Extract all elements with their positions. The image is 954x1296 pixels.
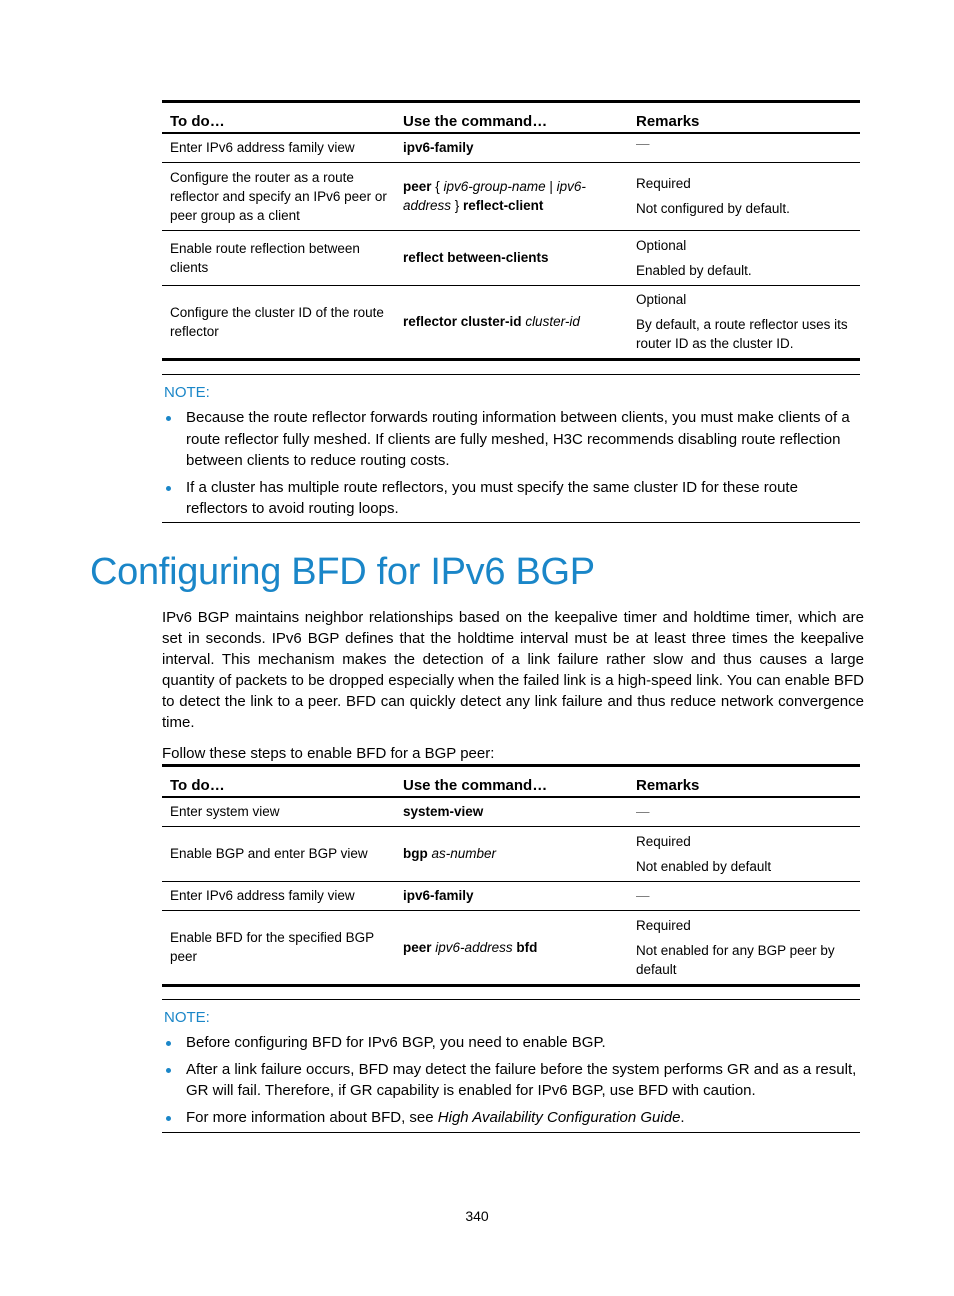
command-cell <box>395 881 628 910</box>
note-item <box>162 1032 860 1054</box>
bullet-icon <box>166 416 171 421</box>
remark-text: Not enabled by default <box>636 858 772 874</box>
command-text: | <box>545 179 557 194</box>
bfd-table <box>162 764 860 987</box>
table-header-row <box>162 766 860 798</box>
note-item: Because the route reflector forwards routing information between clients, you must make clients of a route reflector fully meshed. If clients are fully meshed, H3C recommends disabling route reflection between clients to reduce routing costs. <box>162 407 860 472</box>
remarks-cell <box>628 285 860 359</box>
table-row <box>162 133 860 162</box>
remark-text: Optional <box>636 292 687 307</box>
command-keyword: ipv6-family <box>403 888 474 903</box>
table-row <box>162 881 860 910</box>
guide-reference: High Availability Configuration Guide <box>437 1108 681 1126</box>
header-todo: To do… <box>170 113 225 130</box>
command-keyword: system-view <box>403 804 484 820</box>
note-item <box>162 1059 860 1102</box>
remark-text: Not configured by default. <box>636 201 790 216</box>
command-cell <box>395 910 628 985</box>
bullet-icon <box>166 486 171 491</box>
remark-text: Required <box>636 176 691 191</box>
note-text: . <box>680 1108 685 1126</box>
table-row <box>162 285 860 359</box>
remark-text: — <box>636 888 650 903</box>
table-row <box>162 826 860 881</box>
remarks-cell <box>628 162 860 230</box>
note-box-route-reflector <box>162 374 860 523</box>
command-keyword: bgp <box>403 846 428 861</box>
command-keyword: reflect between-clients <box>403 250 549 265</box>
todo-cell: Enter system view <box>170 804 280 820</box>
command-cell <box>395 162 628 230</box>
bullet-icon <box>166 1041 171 1046</box>
table-header-row <box>162 102 860 134</box>
command-argument: cluster-id <box>525 314 580 329</box>
note-box-bfd <box>162 999 860 1133</box>
remark-text: — <box>636 804 650 820</box>
todo-cell: Enter IPv6 address family view <box>170 888 355 903</box>
remarks-cell <box>628 910 860 985</box>
command-cell <box>395 230 628 285</box>
note-title: NOTE: <box>164 384 210 401</box>
command-keyword: peer <box>403 939 432 955</box>
remarks-cell <box>628 230 860 285</box>
command-cell <box>395 133 628 162</box>
remark-text: Optional <box>636 237 687 253</box>
note-text: For more information about BFD, see <box>186 1108 438 1126</box>
command-keyword: ipv6-family <box>403 140 474 156</box>
todo-cell: Configure the router as a route reflector and specify an IPv6 peer or peer group as a client <box>170 169 387 223</box>
todo-cell: Configure the cluster ID of the route reflector <box>170 304 384 339</box>
header-remarks: Remarks <box>636 777 700 794</box>
command-cell <box>395 797 628 826</box>
todo-cell: Enable BFD for the specified BGP peer <box>170 930 374 964</box>
remarks-cell <box>628 826 860 881</box>
note-text: After a link failure occurs, BFD may detect the failure before the system performs GR and as a result, GR will fail. Therefore, if GR capability is enabled for IPv6 BGP, use BFD with caution. <box>186 1060 857 1099</box>
remarks-cell <box>628 881 860 910</box>
section-body: IPv6 BGP maintains neighbor relationships based on the keepalive timer and holdtime timer, which are set in seconds. IPv6 BGP defines that the holdtime interval must be at least three times the keepalive interval. This mechanism makes the detection of a link failure rather slow and thus causes a large quantity of packets to be dropped especially when the failed link is a high-speed link. You can enable BFD to detect the link to a peer. BFD can quickly detect any link failure and thus reduce network convergence time. <box>162 609 864 731</box>
steps-intro: Follow these steps to enable BFD for a BGP peer: <box>162 745 495 762</box>
command-cell <box>395 285 628 359</box>
table-row <box>162 230 860 285</box>
table-row <box>162 162 860 230</box>
table-row <box>162 797 860 826</box>
command-argument: ipv6-address <box>403 179 586 213</box>
remark-text: By default, a route reflector uses its router ID as the cluster ID. <box>636 317 848 351</box>
table-row <box>162 910 860 985</box>
command-keyword: reflector cluster-id <box>403 314 522 329</box>
todo-cell: Enable BGP and enter BGP view <box>170 846 368 861</box>
note-item: If a cluster has multiple route reflectors, you must specify the same cluster ID for these route reflectors to avoid routing loops. <box>162 477 860 520</box>
note-text: Before configuring BFD for IPv6 BGP, you need to enable BGP. <box>186 1034 606 1051</box>
header-remarks: Remarks <box>636 113 700 130</box>
command-argument: as-number <box>431 846 497 861</box>
command-argument: ipv6-group-name <box>443 179 546 194</box>
remarks-cell <box>628 133 860 162</box>
remark-text: Enabled by default. <box>636 262 752 278</box>
remark-text: Required <box>636 833 691 849</box>
command-keyword: bfd <box>516 939 538 955</box>
bullet-icon <box>166 1116 171 1121</box>
todo-cell: Enable route reflection between clients <box>170 240 360 275</box>
header-command: Use the command… <box>403 777 548 794</box>
header-todo: To do… <box>170 777 225 794</box>
todo-cell: Enter IPv6 address family view <box>170 140 355 156</box>
section-heading: Configuring BFD for IPv6 BGP <box>90 551 595 593</box>
note-title: NOTE: <box>164 1009 210 1026</box>
command-cell <box>395 826 628 881</box>
command-text: { <box>431 179 444 194</box>
remark-text: Required <box>636 917 691 933</box>
command-keyword: reflect-client <box>463 198 544 213</box>
remarks-cell <box>628 797 860 826</box>
route-reflector-table <box>162 100 860 361</box>
note-item <box>162 1107 860 1129</box>
command-keyword: peer <box>403 179 432 194</box>
command-text: } <box>451 198 464 213</box>
page-number: 340 <box>465 1208 489 1224</box>
header-command: Use the command… <box>403 113 548 130</box>
bullet-icon <box>166 1068 171 1073</box>
command-argument: ipv6-address <box>435 939 513 955</box>
remark-text: — <box>636 136 650 151</box>
remark-text: Not enabled for any BGP peer by default <box>636 942 835 977</box>
